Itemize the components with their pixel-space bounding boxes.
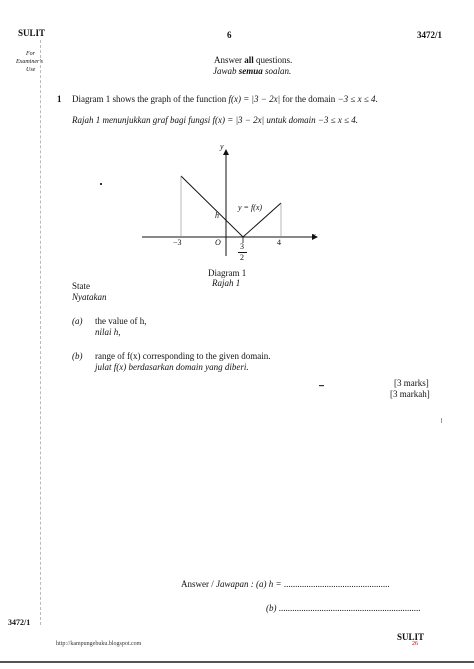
tick-frac-denominator: 2 [240,253,244,262]
instruction-ms: Jawab semua soalan. [213,66,292,76]
answer-line-a: Answer / Jawapan : (a) h = ............................................... [181,579,390,589]
examiner-use: Use [26,67,36,73]
examiner-for: For [26,51,35,57]
part-b-text-en: range of f(x) corresponding to the given domain. [95,351,271,361]
part-a-label: (a) [72,316,83,326]
y-axis-label: y [220,142,224,151]
diagram-caption-en: Diagram 1 [208,268,247,278]
curve-label: y = f(x) [238,203,263,212]
state-en: State [72,281,90,291]
instruction-en: Answer all questions. [214,55,293,65]
footer-page: 26 [412,641,418,647]
part-b-label: (b) [72,351,83,361]
footer-code: 3472/1 [8,618,31,627]
stray-mark [100,183,102,185]
stray-tick [441,418,442,423]
origin-label: O [215,238,221,247]
graph-curve [181,176,281,237]
diagram-caption-ms: Rajah 1 [212,278,241,288]
marks-en: [3 marks] [394,378,429,388]
paper-code: 3472/1 [417,30,443,40]
footer-sulit: SULIT [397,632,425,642]
answer-b-field[interactable]: ............................................................... [278,603,421,613]
bottom-border [0,661,474,663]
question-number: 1 [57,94,62,104]
header-sulit: SULIT [18,28,46,38]
state-ms: Nyatakan [72,292,107,302]
part-a-text-en: the value of h, [95,316,147,326]
footer-url: http://kampungebuku.blogspot.com [56,641,142,647]
answer-line-b: (b) ............................................................... [266,603,421,613]
tick-frac-numerator: 3 [240,242,244,251]
h-label: h [215,211,219,220]
tick-label-4: 4 [277,238,281,247]
x-axis-label: x [312,231,316,240]
stray-dash [319,385,324,386]
tick-label-neg3: −3 [173,238,182,247]
question-text-en: Diagram 1 shows the graph of the function f(x) = |3 − 2x| for the domain −3 ≤ x ≤ 4. [72,94,378,104]
part-a-text-ms: nilai h, [95,327,121,337]
question-text-ms: Rajah 1 menunjukkan graf bagi fungsi f(x) = |3 − 2x| untuk domain −3 ≤ x ≤ 4. [72,115,359,125]
marks-ms: [3 markah] [390,389,430,399]
page-number: 6 [227,30,232,40]
answer-a-field[interactable]: ............................................... [283,579,390,589]
part-b-text-ms: julat f(x) berdasarkan domain yang diberi. [95,362,249,372]
examiner-examiners: Examiner's [16,59,43,65]
